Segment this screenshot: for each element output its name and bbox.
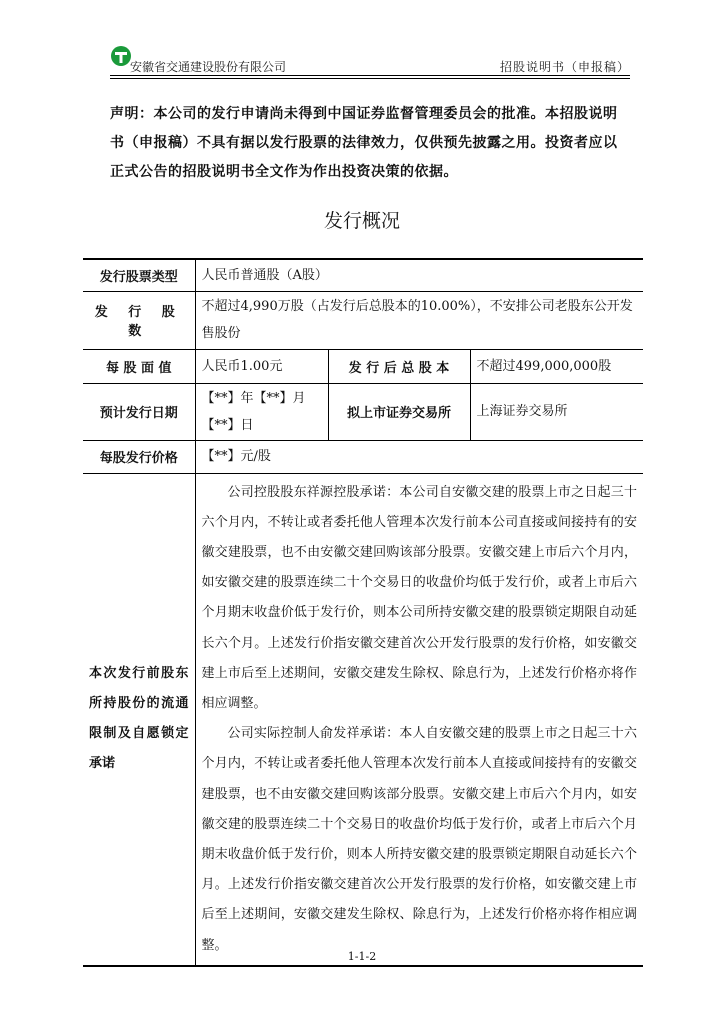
listing-exchange-value: 上海证券交易所 xyxy=(470,383,643,440)
stock-type-value: 人民币普通股（A股） xyxy=(195,259,643,291)
page-header xyxy=(110,45,630,75)
issue-date-value: 【**】年【**】月【**】日 xyxy=(195,383,328,440)
table-row xyxy=(83,259,643,291)
document-title: 招股说明书（申报稿） xyxy=(499,60,630,74)
company-name: 安徽省交通建设股份有限公司 xyxy=(130,60,287,74)
company-logo-icon xyxy=(110,45,132,67)
total-shares-after-value: 不超过499,000,000股 xyxy=(470,349,643,383)
stock-type-label: 发行股票类型 xyxy=(83,259,195,291)
header-divider xyxy=(110,75,630,76)
par-value: 人民币1.00元 xyxy=(195,349,328,383)
page-number: 1-1-2 xyxy=(347,950,377,963)
offering-summary-table xyxy=(83,258,643,967)
disclaimer-statement: 声明：本公司的发行申请尚未得到中国证券监督管理委员会的批准。本招股说明书（申报稿）不具有据以发行股票的法律效力，仅供预先披露之用。投资者应以正式公告的招股说明书全文作为作出投资决策的依据。 xyxy=(110,106,618,180)
lockup-label: 本次发行前股东所持股份的流通限制及自愿锁定承诺 xyxy=(83,473,195,966)
shares-label: 发 行 股 数 xyxy=(83,291,195,349)
issue-price-label: 每股发行价格 xyxy=(83,440,195,473)
par-value-label: 每 股 面 值 xyxy=(83,349,195,383)
table-row xyxy=(83,349,643,383)
issue-price-value: 【**】元/股 xyxy=(195,440,643,473)
table-row xyxy=(83,440,643,473)
table-row xyxy=(83,473,643,966)
listing-exchange-label: 拟上市证券交易所 xyxy=(328,383,470,440)
table-row xyxy=(83,291,643,349)
controlling-shareholder-commitment: 公司控股股东祥源控股承诺：本公司自安徽交建的股票上市之日起三十六个月内，不转让或者委托他人管理本次发行前本公司直接或间接持有的安徽交建股票，也不由安徽交建回购该部分股票。安徽交建上市后六个月内，如安徽交建的股票连续二十个交易日的收盘价均低于发行价，或者上市后六个月期末收盘价低于发行价，则本公司所持安徽交建的股票锁定期限自动延长六个月。上述发行价指安徽交建首次公开发行股票的发行价格，如安徽交建上市后至上述期间，安徽交建发生除权、除息行为，上述发行价格亦将作相应调整。 xyxy=(201,484,637,711)
lockup-commitments xyxy=(195,473,643,966)
section-title: 发行概况 xyxy=(323,210,400,232)
shares-value: 不超过4,990万股（占发行后总股本的10.00%），不安排公司老股东公开发售股份 xyxy=(195,291,643,349)
actual-controller-commitment: 公司实际控制人俞发祥承诺：本人自安徽交建的股票上市之日起三十六个月内，不转让或者委托他人管理本次发行前本人直接或间接持有的安徽交建股票，也不由安徽交建回购该部分股票。安徽交建上市后六个月内，如安徽交建的股票连续二十个交易日的收盘价均低于发行价，或者上市后六个月期末收盘价低于发行价，则本人所持安徽交建的股票锁定期限自动延长六个月。上述发行价指安徽交建首次公开发行股票的发行价格，如安徽交建上市后至上述期间，安徽交建发生除权、除息行为，上述发行价格亦将作相应调整。 xyxy=(201,726,637,953)
header-divider xyxy=(110,78,630,79)
table-row xyxy=(83,383,643,440)
issue-date-label: 预计发行日期 xyxy=(83,383,195,440)
total-shares-after-label: 发 行 后 总 股 本 xyxy=(328,349,470,383)
